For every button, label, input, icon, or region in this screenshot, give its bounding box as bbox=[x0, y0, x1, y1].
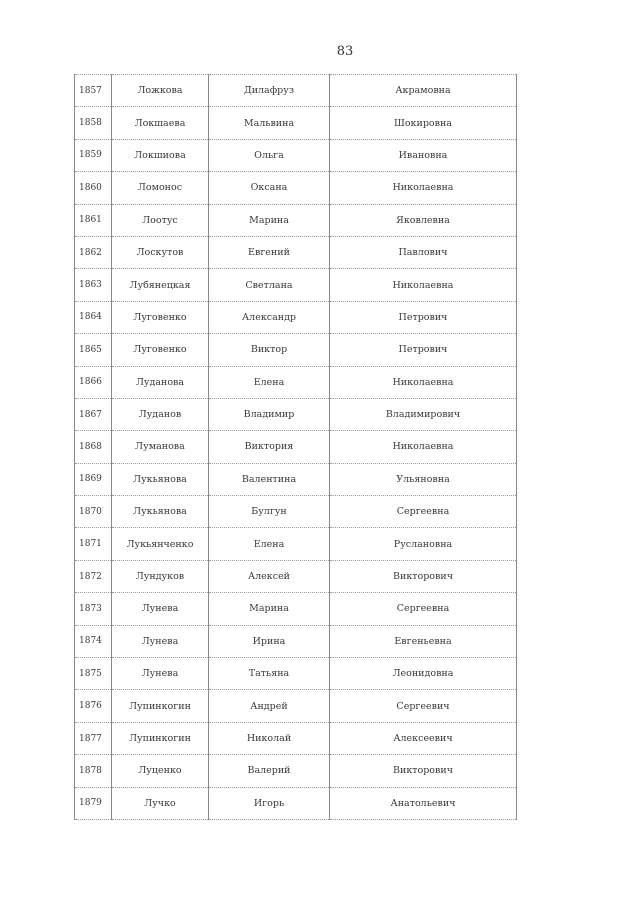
patronymic-cell: Евгеньевна bbox=[330, 625, 517, 657]
surname-cell: Лоскутов bbox=[112, 236, 209, 268]
table-row bbox=[75, 690, 517, 722]
table-row bbox=[75, 107, 517, 139]
given-name-cell: Ольга bbox=[209, 139, 330, 171]
given-name-cell: Виктор bbox=[209, 334, 330, 366]
row-number-cell: 1866 bbox=[75, 366, 112, 398]
patronymic-cell: Анатольевич bbox=[330, 787, 517, 819]
patronymic-cell: Шокировна bbox=[330, 107, 517, 139]
row-number-cell: 1857 bbox=[75, 75, 112, 107]
row-number-cell: 1867 bbox=[75, 398, 112, 430]
patronymic-cell: Петрович bbox=[330, 301, 517, 333]
row-number-cell: 1872 bbox=[75, 560, 112, 592]
row-number-cell: 1862 bbox=[75, 236, 112, 268]
patronymic-cell: Петрович bbox=[330, 334, 517, 366]
patronymic-cell: Леонидовна bbox=[330, 658, 517, 690]
surname-cell: Ложкова bbox=[112, 75, 209, 107]
patronymic-cell: Сергеевич bbox=[330, 690, 517, 722]
patronymic-cell: Викторович bbox=[330, 755, 517, 787]
table-row bbox=[75, 625, 517, 657]
row-number-cell: 1869 bbox=[75, 463, 112, 495]
surname-cell: Луценко bbox=[112, 755, 209, 787]
table-row bbox=[75, 236, 517, 268]
patronymic-cell: Сергеевна bbox=[330, 593, 517, 625]
page-number: 83 bbox=[336, 44, 354, 59]
surname-cell: Локшиова bbox=[112, 139, 209, 171]
row-number-cell: 1875 bbox=[75, 658, 112, 690]
patronymic-cell: Ивановна bbox=[330, 139, 517, 171]
given-name-cell: Александр bbox=[209, 301, 330, 333]
surname-cell: Луговенко bbox=[112, 334, 209, 366]
patronymic-cell: Николаевна bbox=[330, 431, 517, 463]
given-name-cell: Светлана bbox=[209, 269, 330, 301]
row-number-cell: 1874 bbox=[75, 625, 112, 657]
row-number-cell: 1868 bbox=[75, 431, 112, 463]
patronymic-cell: Николаевна bbox=[330, 366, 517, 398]
given-name-cell: Елена bbox=[209, 528, 330, 560]
surname-cell: Лучко bbox=[112, 787, 209, 819]
surname-cell: Ломонос bbox=[112, 172, 209, 204]
given-name-cell: Марина bbox=[209, 204, 330, 236]
table-row bbox=[75, 463, 517, 495]
surname-cell: Лукьянова bbox=[112, 496, 209, 528]
given-name-cell: Мальвина bbox=[209, 107, 330, 139]
patronymic-cell: Владимирович bbox=[330, 398, 517, 430]
patronymic-cell: Павлович bbox=[330, 236, 517, 268]
table-row bbox=[75, 139, 517, 171]
table-row bbox=[75, 75, 517, 107]
patronymic-cell: Яковлевна bbox=[330, 204, 517, 236]
patronymic-cell: Руслановна bbox=[330, 528, 517, 560]
given-name-cell: Виктория bbox=[209, 431, 330, 463]
given-name-cell: Марина bbox=[209, 593, 330, 625]
table-row bbox=[75, 334, 517, 366]
given-name-cell: Татьяна bbox=[209, 658, 330, 690]
given-name-cell: Николай bbox=[209, 722, 330, 754]
surname-cell: Лупинкогин bbox=[112, 690, 209, 722]
table-row bbox=[75, 366, 517, 398]
table-row bbox=[75, 528, 517, 560]
table-row bbox=[75, 398, 517, 430]
table-row bbox=[75, 787, 517, 819]
table-row bbox=[75, 593, 517, 625]
row-number-cell: 1877 bbox=[75, 722, 112, 754]
table-row bbox=[75, 269, 517, 301]
row-number-cell: 1863 bbox=[75, 269, 112, 301]
patronymic-cell: Алексеевич bbox=[330, 722, 517, 754]
patronymic-cell: Николаевна bbox=[330, 269, 517, 301]
surname-cell: Лунева bbox=[112, 658, 209, 690]
row-number-cell: 1873 bbox=[75, 593, 112, 625]
given-name-cell: Оксана bbox=[209, 172, 330, 204]
given-name-cell: Булгун bbox=[209, 496, 330, 528]
given-name-cell: Игорь bbox=[209, 787, 330, 819]
surname-cell: Лукьянченко bbox=[112, 528, 209, 560]
row-number-cell: 1860 bbox=[75, 172, 112, 204]
surname-cell: Лубянецкая bbox=[112, 269, 209, 301]
table-row bbox=[75, 496, 517, 528]
table-row bbox=[75, 560, 517, 592]
table-row bbox=[75, 722, 517, 754]
table-row bbox=[75, 204, 517, 236]
table-row bbox=[75, 755, 517, 787]
row-number-cell: 1870 bbox=[75, 496, 112, 528]
table-row bbox=[75, 172, 517, 204]
table-row bbox=[75, 658, 517, 690]
row-number-cell: 1864 bbox=[75, 301, 112, 333]
table-row bbox=[75, 301, 517, 333]
row-number-cell: 1878 bbox=[75, 755, 112, 787]
surname-cell: Лоотус bbox=[112, 204, 209, 236]
surname-cell: Луманова bbox=[112, 431, 209, 463]
roster-body bbox=[75, 75, 517, 820]
row-number-cell: 1858 bbox=[75, 107, 112, 139]
given-name-cell: Андрей bbox=[209, 690, 330, 722]
patronymic-cell: Викторович bbox=[330, 560, 517, 592]
patronymic-cell: Николаевна bbox=[330, 172, 517, 204]
surname-cell: Луговенко bbox=[112, 301, 209, 333]
row-number-cell: 1859 bbox=[75, 139, 112, 171]
surname-cell: Локшаева bbox=[112, 107, 209, 139]
table-row bbox=[75, 431, 517, 463]
patronymic-cell: Сергеевна bbox=[330, 496, 517, 528]
given-name-cell: Елена bbox=[209, 366, 330, 398]
surname-cell: Лукьянова bbox=[112, 463, 209, 495]
given-name-cell: Ирина bbox=[209, 625, 330, 657]
surname-cell: Лунева bbox=[112, 593, 209, 625]
patronymic-cell: Акрамовна bbox=[330, 75, 517, 107]
surname-cell: Луданов bbox=[112, 398, 209, 430]
given-name-cell: Алексей bbox=[209, 560, 330, 592]
row-number-cell: 1871 bbox=[75, 528, 112, 560]
given-name-cell: Валентина bbox=[209, 463, 330, 495]
row-number-cell: 1879 bbox=[75, 787, 112, 819]
surname-cell: Лундуков bbox=[112, 560, 209, 592]
given-name-cell: Валерий bbox=[209, 755, 330, 787]
given-name-cell: Евгений bbox=[209, 236, 330, 268]
surname-cell: Луданова bbox=[112, 366, 209, 398]
surname-cell: Лунева bbox=[112, 625, 209, 657]
surname-cell: Лупинкогин bbox=[112, 722, 209, 754]
name-roster-table bbox=[74, 74, 517, 820]
patronymic-cell: Ульяновна bbox=[330, 463, 517, 495]
row-number-cell: 1861 bbox=[75, 204, 112, 236]
given-name-cell: Владимир bbox=[209, 398, 330, 430]
row-number-cell: 1876 bbox=[75, 690, 112, 722]
row-number-cell: 1865 bbox=[75, 334, 112, 366]
given-name-cell: Дилафруз bbox=[209, 75, 330, 107]
